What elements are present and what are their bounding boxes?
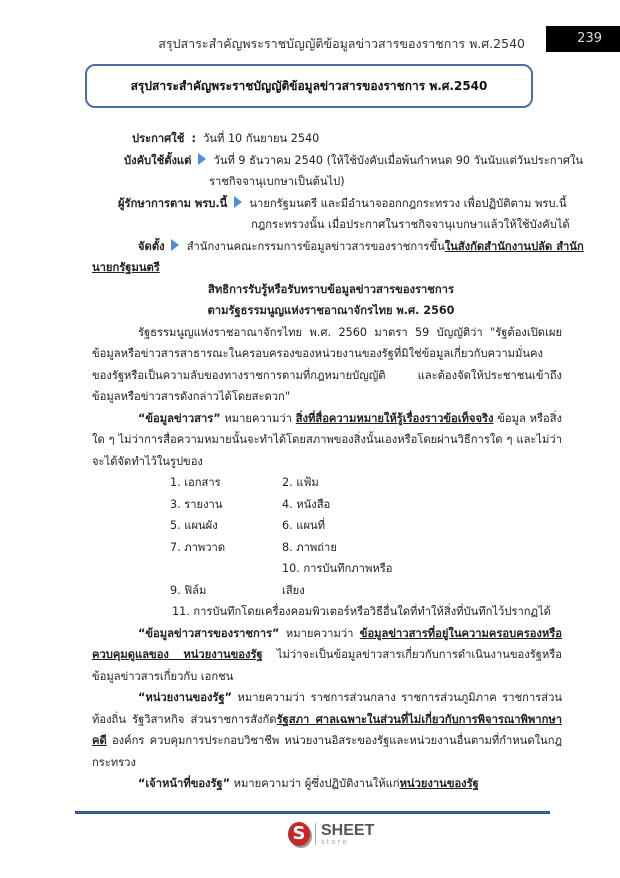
list-item: 8. ภาพถ่าย [282, 540, 337, 554]
definition-gov-info [92, 623, 562, 688]
officer-means: หมายความว่า ผู้ซึ่งปฏิบัติงานให้แก่ [230, 777, 400, 790]
logo-text [321, 823, 374, 846]
term-agency: “หน่วยงานของรัฐ” [138, 691, 232, 704]
constitution-paragraph: รัฐธรรมนูญแห่งราชอาณาจักรไทย พ.ศ. 2560 มาตรา 59 บัญญัติว่า "รัฐต้องเปิดเผยข้อมูลหรือข่าวสารสาธารณะในครอบครองของหน่วยงานของรัฐที่มิใช่ข้อมูลเกี่ยวกับความมั่นคงของรัฐหรือเป็นความลับของทางราชการตามที่กฎหมายบัญญัติ และต้องจัดให้ประชาชนเข้าถึงข้อมูลหรือข่าวสารดังกล่าวได้โดยสะดวก" [92, 325, 562, 403]
footer-divider [75, 811, 550, 814]
page-number: 239 [546, 26, 620, 52]
caretaker-value: นายกรัฐมนตรี และมีอำนาจออกกฎกระทรวง เพื่อปฏิบัติตาม พรบ.นี้ [249, 196, 567, 210]
announced-value: วันที่ 10 กันยายน 2540 [203, 132, 320, 145]
announced-label: ประกาศใช้ [132, 132, 185, 145]
list-item: 6. แผนที่ [282, 519, 326, 532]
caretaker-row-cont [251, 214, 620, 236]
agency-underlined: รัฐสภา ศาลเฉพาะในส่วนที่ไม่เกี่ยวกับการพิจารณาพิพากษาคดี [92, 712, 563, 747]
effective-value-cont: ราชกิจจานุเบกษาเป็นต้นไป) [209, 175, 345, 188]
term-gov-info: “ข้อมูลข่าวสารของราชการ” [138, 626, 280, 640]
established-underlined: ในสังกัดสำนักงานปลัด สำนัก [444, 239, 584, 253]
effective-row [124, 150, 586, 172]
gov-info-rest: ไม่ว่าจะเป็นข้อมูลข่าวสารเกี่ยวกับการดำเนินงานของรัฐหรือข้อมูลข่าวสารเกี่ยวกับ เอกชน [92, 648, 562, 683]
list-item: 1. เอกสาร [170, 476, 221, 489]
logo-main-text: SHEET [321, 821, 375, 839]
list-item: 4. หนังสือ [282, 497, 331, 511]
info-underlined: สิ่งที่สื่อความหมายให้รู้เรื่องราวข้อเท็จจริง [295, 411, 494, 425]
running-header-title: สรุปสาระสำคัญพระราชบัญญัติข้อมูลข่าวสารของราชการ พ.ศ.2540 [158, 36, 525, 51]
term-officer: “เจ้าหน้าที่ของรัฐ” [138, 777, 231, 790]
effective-value: วันที่ 9 ธันวาคม 2540 (ให้ใช้บังคับเมื่อพ้นกำหนด 90 วันนับแต่วันประกาศใน [213, 153, 584, 167]
agency-means: หมายความว่า ราชการส่วนกลาง ราชการส่วนภูมิภาค ราชการส่วนท้องถิ่น รัฐวิสาหกิจ ส่วนราชการสังกัด [92, 691, 562, 726]
effective-label: บังคับใช้ตั้งแต่ [124, 153, 192, 167]
officer-underlined: หน่วยงานของรัฐ [399, 777, 479, 790]
info-rest: ข้อมูล หรือสิ่งใด ๆ ไม่ว่าการสื่อความหมายนั้นจะทำได้โดยสภาพของสิ่งนั้นเองหรือโดยผ่านวิธีการใด ๆ และไม่ว่าจะได้จัดทำไว้ในรูปของ [92, 411, 562, 468]
section-heading-2: ตามรัฐธรรมนูญแห่งราชอาณาจักรไทย พ.ศ. 2560 [207, 304, 455, 317]
logo-sub-text: store [321, 837, 349, 846]
effective-row-cont [209, 171, 620, 193]
list-item: 7. ภาพวาด [170, 540, 226, 554]
established-value: สำนักงานคณะกรรมการข้อมูลข่าวสารของราชการขึ้น [186, 239, 445, 253]
sheet-store-logo [288, 822, 374, 846]
means-text: หมายความว่า [279, 626, 360, 640]
arrow-right-icon [198, 153, 206, 165]
definition-officer [92, 773, 562, 795]
announced-row [132, 128, 594, 150]
established-label: จัดตั้ง [138, 239, 165, 253]
title-box: สรุปสาระสำคัญพระราชบัญญัติข้อมูลข่าวสารของราชการ พ.ศ.2540 [85, 64, 533, 108]
gov-info-underlined: ข้อมูลข่าวสารที่อยู่ในความครอบครองหรือควบคุมดูแลของ หน่วยงานของรัฐ [92, 626, 562, 661]
caretaker-value-cont: กฎกระทรวงนั้น เมื่อประกาศในราชกิจจานุเบกษาแล้วให้ใช้บังคับได้ [251, 218, 570, 231]
document-body [92, 128, 584, 795]
established-underlined-cont: นายกรัฐมนตรี [92, 261, 160, 274]
list-item: 2. แฟ้ม [282, 476, 319, 489]
definition-info [92, 408, 562, 473]
list-item: 5. แผนผัง [170, 519, 218, 532]
caretaker-label: ผู้รักษาการตาม พรบ.นี้ [118, 196, 228, 210]
established-row [138, 236, 600, 258]
caretaker-row [118, 193, 580, 215]
definition-agency [92, 687, 562, 773]
means-text: หมายความว่า [220, 411, 296, 425]
announced-separator: : [191, 132, 196, 145]
section-heading-1: สิทธิการรับรู้หรือรับทราบข้อมูลข่าวสารของราชการ [208, 282, 454, 296]
list-item: 3. รายงาน [170, 497, 223, 511]
logo-separator [315, 823, 316, 845]
arrow-right-icon [234, 196, 242, 208]
list-item-11: 11. การบันทึกโดยเครื่องคอมพิวเตอร์หรือวิธีอื่นใดที่ทำให้สิ่งที่บันทึกไว้ปรากฏได้ [172, 605, 551, 618]
agency-rest: องค์กร ควบคุมการประกอบวิชาชีพ หน่วยงานอิสระของรัฐและหน่วยงานอื่นตามที่กำหนดในกฎกระทรวง [92, 734, 562, 769]
list-item: 10. การบันทึกภาพหรือเสียง [282, 562, 393, 597]
arrow-right-icon [171, 239, 179, 251]
established-row-cont [92, 257, 554, 279]
list-item: 9. ฟิล์ม [170, 583, 207, 597]
term-info: “ข้อมูลข่าวสาร” [138, 411, 221, 425]
logo-s-icon: S [288, 822, 310, 846]
forms-list [170, 472, 620, 601]
